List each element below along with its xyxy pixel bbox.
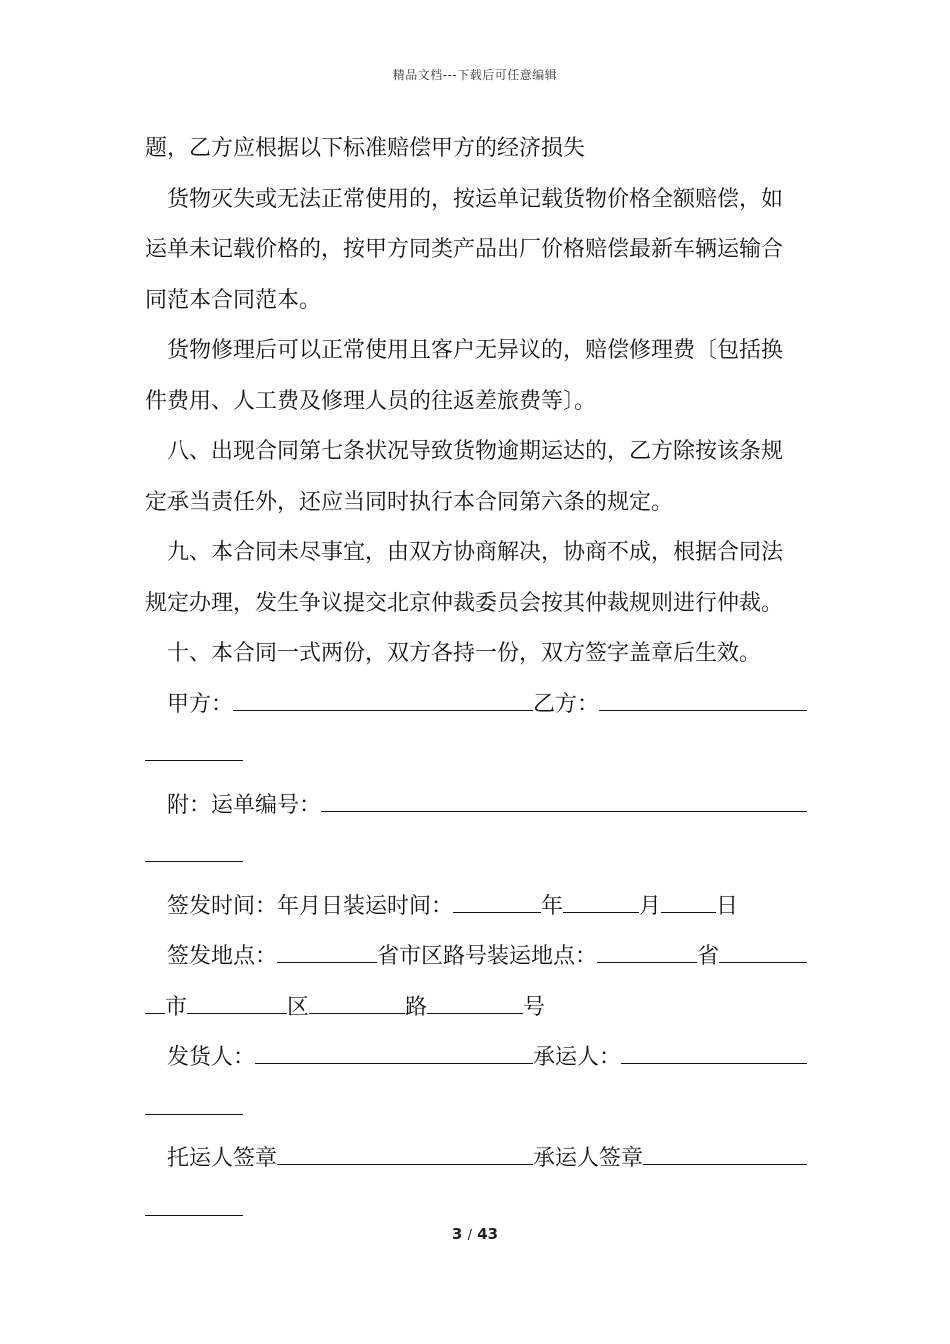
- address-row: [145, 983, 807, 1034]
- number-label: 号: [523, 994, 546, 1020]
- load-city-field[interactable]: [719, 944, 807, 963]
- page-total: 43: [477, 1225, 499, 1243]
- load-place-label: 省市区路号装运地点：: [377, 944, 598, 969]
- continuation-line: [145, 831, 807, 882]
- issue-place-label: 签发地点：: [167, 944, 278, 969]
- year-label: 年: [541, 893, 564, 919]
- shipper-field[interactable]: [255, 1045, 533, 1064]
- consignor-signature-field[interactable]: [277, 1146, 533, 1165]
- paragraph-line: 运单未记载价格的，按甲方同类产品出厂价格赔偿最新车辆运输合: [145, 237, 784, 262]
- waybill-row: [145, 781, 807, 832]
- paragraph-line: 同范本合同范本。: [145, 287, 322, 313]
- carrier-label: 承运人：: [533, 1045, 622, 1070]
- signature-stamp-row: [145, 1134, 807, 1185]
- carrier-field[interactable]: [621, 1045, 807, 1064]
- document-body: [145, 124, 807, 1235]
- page-number: [0, 1225, 950, 1243]
- shipper-carrier-row: [145, 1033, 807, 1084]
- party-a-label: 甲方：: [167, 691, 234, 717]
- carrier-field-continued[interactable]: [145, 1096, 243, 1115]
- number-field[interactable]: [427, 995, 523, 1014]
- district-field[interactable]: [187, 995, 287, 1014]
- shipper-label: 发货人：: [167, 1045, 256, 1070]
- province-label: 省: [697, 944, 720, 969]
- party-b-label: 乙方：: [533, 691, 600, 717]
- issue-place-field[interactable]: [277, 944, 377, 963]
- day-field[interactable]: [661, 894, 716, 913]
- month-field[interactable]: [563, 894, 639, 913]
- city-field-continued[interactable]: [145, 995, 165, 1014]
- party-a-field[interactable]: [233, 692, 533, 711]
- paragraph-line: 货物修理后可以正常使用且客户无异议的，赔偿修理费〔包括换: [167, 338, 784, 363]
- carrier-signature-label: 承运人签章: [533, 1146, 644, 1171]
- paragraph-line: 件费用、人工费及修理人员的往返差旅费等〕。: [145, 388, 597, 414]
- continuation-line: [145, 1084, 807, 1135]
- consignor-signature-label: 托运人签章: [167, 1146, 278, 1171]
- party-b-field-continued[interactable]: [145, 742, 243, 761]
- page-header: 精品文档---下载后可任意编辑: [392, 68, 558, 82]
- district-label: 区: [287, 994, 310, 1020]
- load-province-field[interactable]: [597, 944, 697, 963]
- issue-time-row: [145, 882, 807, 933]
- waybill-number-field-continued[interactable]: [145, 843, 243, 862]
- paragraph-line: 定承当责任外，还应当同时执行本合同第六条的规定。: [145, 489, 674, 515]
- waybill-number-field[interactable]: [321, 793, 807, 812]
- paragraph-line: 十、本合同一式两份，双方各持一份，双方签字盖章后生效。: [167, 641, 762, 666]
- party-signature-row: [145, 680, 807, 731]
- day-label: 日: [716, 893, 739, 919]
- city-label: 市: [165, 994, 188, 1020]
- page-current: 3: [451, 1225, 463, 1243]
- year-field[interactable]: [453, 894, 541, 913]
- carrier-signature-field[interactable]: [643, 1146, 807, 1165]
- paragraph-line: 九、本合同未尽事宜，由双方协商解决，协商不成，根据合同法: [167, 540, 784, 565]
- issue-place-row: [145, 932, 807, 983]
- paragraph-line: 题，乙方应根据以下标准赔偿甲方的经济损失: [145, 136, 586, 161]
- road-field[interactable]: [309, 995, 405, 1014]
- paragraph-line: 八、出现合同第七条状况导致货物逾期运达的，乙方除按该条规: [167, 439, 784, 464]
- party-b-field[interactable]: [599, 692, 807, 711]
- issue-time-label: 签发时间：年月日装运时间：: [167, 893, 454, 919]
- month-label: 月: [639, 893, 662, 919]
- waybill-number-label: 附：运单编号：: [167, 792, 322, 818]
- continuation-line: [145, 730, 807, 781]
- page-separator: /: [467, 1228, 472, 1243]
- paragraph-line: 货物灭失或无法正常使用的，按运单记载货物价格全额赔偿，如: [167, 186, 784, 212]
- road-label: 路: [405, 994, 428, 1020]
- paragraph-line: 规定办理，发生争议提交北京仲裁委员会按其仲裁规则进行仲裁。: [145, 590, 784, 616]
- carrier-signature-field-continued[interactable]: [145, 1197, 243, 1216]
